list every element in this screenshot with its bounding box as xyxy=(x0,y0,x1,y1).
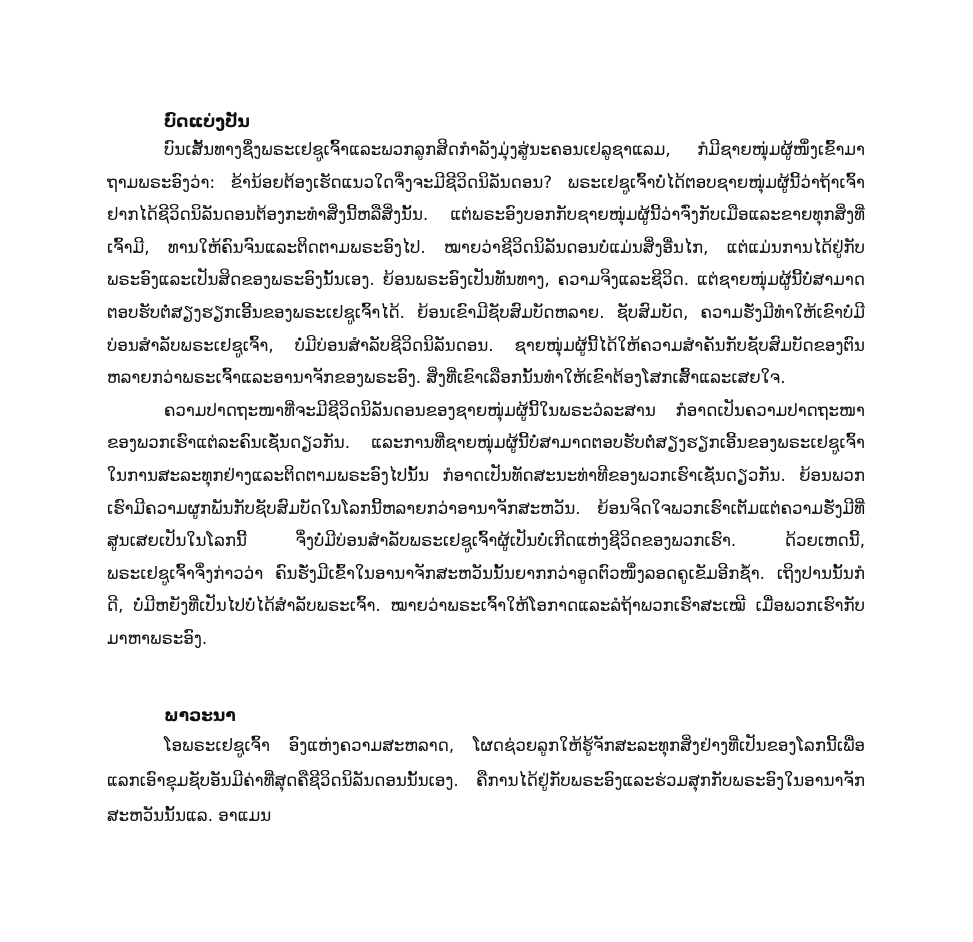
reflection-section xyxy=(107,110,865,656)
reflection-paragraph-1: ບົນເສັ້ນທາງຊຶ່ງພຣະເຢຊູເຈົ້າແລະພວກລູກສິດກໍາລັງມຸ່ງສູ່ນະຄອນເຢລູຊາແລມ, ກໍມີຊາຍໜຸ່ມຜູ້ໜຶ່ງເຂົ້າມາຖາມພຣະອົງວ່າ: ຂ້ານ້ອຍຕ້ອງເຮັດແນວໃດຈຶ່ງຈະມີຊີວິດນິລັນດອນ? ພຣະເຢຊູເຈົ້າບໍ່ໄດ້ຕອບຊາຍໜຸ່ມຜູ້ນີ້ວ່າຖ້າເຈົ້າຢາກໄດ້ຊີວິດນິລັນດອນຕ້ອງກະທໍາສິ່ງນີ້ຫລືສິ່ງນັ້ນ. ແຕ່ພຣະອົງບອກກັບຊາຍໜຸ່ມຜູ້ນີ້ວ່າຈົ່ງກັບເມືອແລະຂາຍທຸກສິ່ງທີ່ເຈົ້າມີ, ທານໃຫ້ຄົນຈົນແລະຕິດຕາມພຣະອົງໄປ. ໝາຍວ່າຊີວິດນິລັນດອນບໍ່ແມ່ນສິ່ງອື່ນໄກ, ແຕ່ແມ່ນການໄດ້ຢູ່ກັບພຣະອົງແລະເປັນສິດຂອງພຣະອົງນັ້ນເອງ. ຍ້ອນພຣະອົງເປັນທັນທາງ, ຄວາມຈິງແລະຊີວິດ. ແຕ່ຊາຍໜຸ່ມຜູ້ນີ້ບໍ່ສາມາດຕອບຮັບຕໍ່ສຽງຮຽກເອີ້ນຂອງພຣະເຢຊູເຈົ້າໄດ້. ຍ້ອນເຂົາມີຊັບສົມບັດຫລາຍ. ຊັບສົມບັດ, ຄວາມຮັ່ງມີທໍາໃຫ້ເຂົາບໍ່ມີບ່ອນສໍາລັບພຣະເຢຊູເຈົ້າ, ບໍ່ມີບ່ອນສໍາລັບຊີວິດນິລັນດອນ. ຊາຍໜຸ່ມຜູ້ນີ້ໄດ້ໃຫ້ຄວາມສໍາຄັນກັບຊັບສົມບັດຂອງຕົນຫລາຍກວ່າພຣະເຈົ້າແລະອານາຈັກຂອງພຣະອົງ. ສິ່ງທີ່ເຂົາເລືອກນັ້ນທໍາໃຫ້ເຂົາຕ້ອງໂສກເສົ້າແລະເສຍໃຈ. xyxy=(107,140,865,388)
prayer-paragraph: ໂອພຣະເຢຊູເຈົ້າ ອົງແຫ່ງຄວາມສະຫລາດ, ໂຜດຊ່ວຍລູກໃຫ້ຮູ້ຈັກສະລະທຸກສິ່ງຢ່າງທີ່ເປັນຂອງໂລກນີ້ເພື່ອແລກເອົາຂຸມຊັບອັນມີຄ່າທີ່ສຸດຄືຊີວິດນິລັນດອນນັ້ນເອງ. ຄືການໄດ້ຢູ່ກັບພຣະອົງແລະຮ່ວມສຸກກັບພຣະອົງໃນອານາຈັກສະຫວັນນັ້ນແລ. ອາແມນ xyxy=(107,735,865,825)
prayer-heading: ພາວະນາ xyxy=(164,705,236,726)
document-page xyxy=(107,100,865,833)
prayer-section xyxy=(107,704,865,833)
reflection-paragraph-2: ຄວາມປາດຖະໜາທີ່ຈະມີຊີວິດນິລັນດອນຂອງຊາຍໜຸ່ມຜູ້ນີ້ໃນພຣະວໍລະສານ ກໍອາດເປັນຄວາມປາດຖະໜາຂອງພວກເຮົາແຕ່ລະຄົນເຊັ່ນດຽວກັນ. ແລະການທີ່ຊາຍໜຸ່ມຜູ້ນີ້ບໍ່ສາມາດຕອບຮັບຕໍ່ສຽງຮຽກເອີ້ນຂອງພຣະເຢຊູເຈົ້າໃນການສະລະທຸກຢ່າງແລະຕິດຕາມພຣະອົງໄປນັ້ນ ກໍອາດເປັນທັດສະນະທ່າທີຂອງພວກເຮົາເຊັ່ນດຽວກັນ. ຍ້ອນພວກເຮົາມີຄວາມຜູກພັນກັບຊັບສົມບັດໃນໂລກນີ້ຫລາຍກວ່າອານາຈັກສະຫວັນ. ຍ້ອນຈິດໃຈພວກເຮົາເຕັມແຕ່ຄວາມຮັ່ງມີທີ່ສູນເສຍເປັນໃນໂລກນີ້ ຈຶ່ງບໍ່ມີບ່ອນສໍາລັບພຣະເຢຊູເຈົ້າຜູ້ເປັນບໍ່ເກີດແຫ່ງຊີວິດຂອງພວກເຮົາ. ດ້ວຍເຫດນີ້, ພຣະເຢຊູເຈົ້າຈຶ່ງກ່າວວ່າ ຄົນຮັ່ງມີເຂົ້າໃນອານາຈັກສະຫວັນນັ້ນຍາກກວ່າອູດຕົວໜຶ່ງລອດຄູເຂັມອີກຊໍ້າ. ເຖິງປານນັ້ນກໍດີ, ບໍ່ມີຫຍັງທີ່ເປັນໄປບໍ່ໄດ້ສໍາລັບພຣະເຈົ້າ. ໝາຍວ່າພຣະເຈົ້າໃຫ້ໂອກາດແລະລໍຖ້າພວກເຮົາສະເໝີ ເມື່ອພວກເຮົາກັບມາຫາພຣະອົງ. xyxy=(107,400,865,648)
reflection-heading: ບົດແບ່ງປັນ xyxy=(164,112,250,132)
